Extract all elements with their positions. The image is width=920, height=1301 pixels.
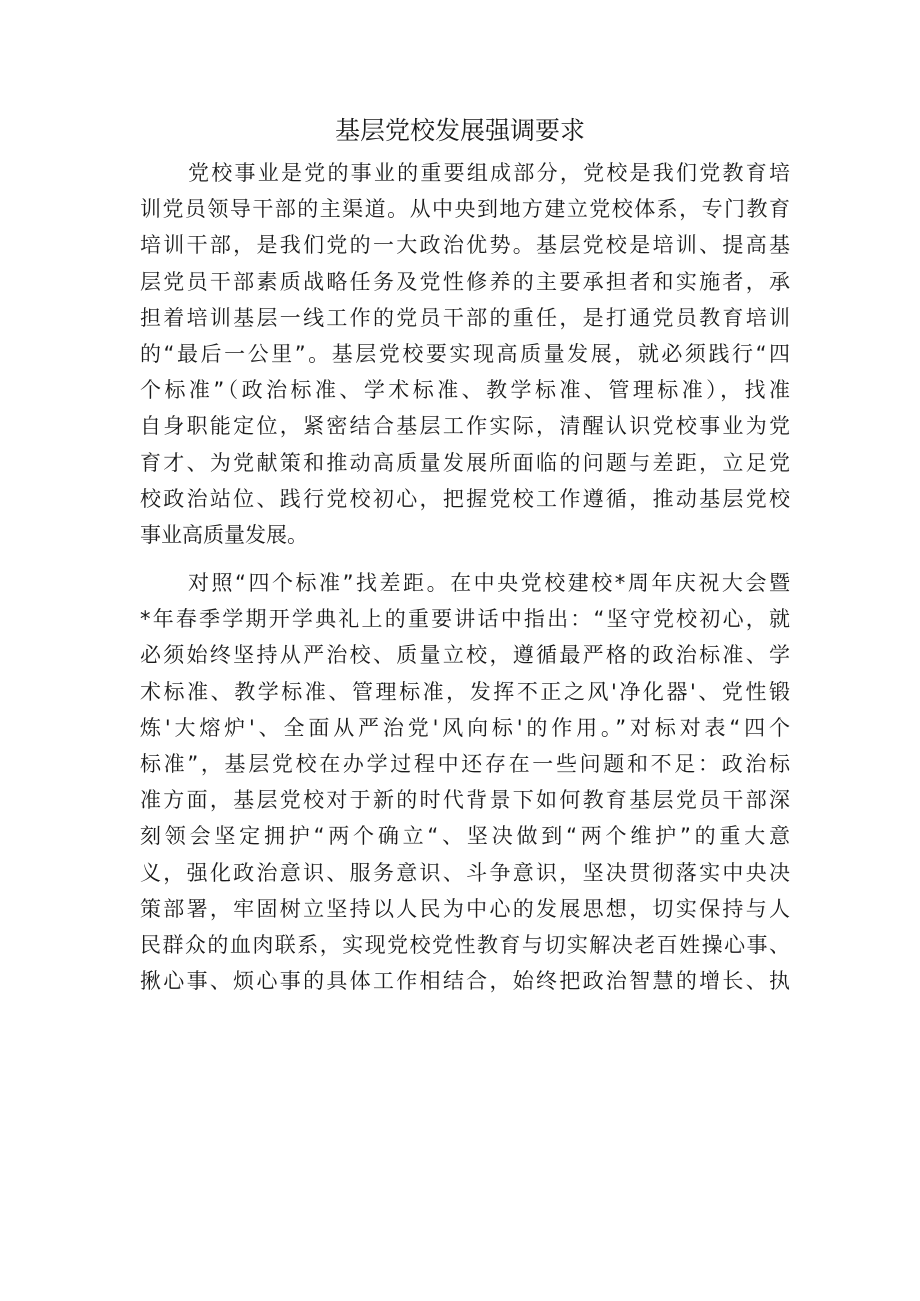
text-line: 事业高质量发展。 [140, 522, 308, 547]
document-body [140, 155, 790, 999]
text-line: 的“最后一公里”。基层党校要实现高质量发展，就必须践行“四 [140, 341, 790, 366]
text-line: 民群众的血肉联系，实现党校党性教育与切实解决老百姓操心事、 [140, 932, 790, 957]
paragraph [140, 155, 790, 553]
text-line: 揪心事、烦心事的具体工作相结合，始终把政治智慧的增长、执 [140, 969, 790, 994]
text-line: 义，强化政治意识、服务意识、斗争意识，坚决贯彻落实中央决 [140, 860, 790, 885]
text-line: 术标准、教学标准、管理标准，发挥不正之风'净化器'、党性锻 [140, 679, 790, 704]
text-line: 必须始终坚持从严治校、质量立校，遵循最严格的政治标准、学 [140, 643, 790, 668]
text-line: 训党员领导干部的主渠道。从中央到地方建立党校体系，专门教育 [140, 197, 790, 222]
text-line: *年春季学期开学典礼上的重要讲话中指出：“坚守党校初心，就 [140, 607, 790, 632]
paragraph-gap [140, 553, 790, 565]
paragraph [140, 565, 790, 999]
text-line: 策部署，牢固树立坚持以人民为中心的发展思想，切实保持与人 [140, 896, 790, 921]
document-title: 基层党校发展强调要求 [334, 116, 585, 145]
text-line: 准方面，基层党校对于新的时代背景下如何教育基层党员干部深 [140, 788, 790, 813]
text-line: 自身职能定位，紧密结合基层工作实际，清醒认识党校事业为党 [140, 414, 790, 439]
text-line: 校政治站位、践行党校初心，把握党校工作遵循，推动基层党校 [140, 486, 790, 511]
text-line: 层党员干部素质战略任务及党性修养的主要承担者和实施者，承 [140, 269, 790, 294]
text-line: 育才、为党献策和推动高质量发展所面临的问题与差距，立足党 [140, 450, 790, 475]
text-line: 炼'大熔炉'、全面从严治党'风向标'的作用。”对标对表“四个 [140, 715, 790, 740]
text-line: 担着培训基层一线工作的党员干部的重任，是打通党员教育培训 [140, 305, 790, 330]
text-line: 党校事业是党的事业的重要组成部分，党校是我们党教育培 [188, 161, 790, 185]
text-line: 培训干部，是我们党的一大政治优势。基层党校是培训、提高基 [140, 233, 790, 258]
text-line: 个标准”（政治标准、学术标准、教学标准、管理标准），找准 [140, 378, 790, 403]
text-line: 对照“四个标准”找差距。在中央党校建校*周年庆祝大会暨 [188, 571, 790, 596]
text-line: 刻领会坚定拥护“两个确立“、坚决做到“两个维护”的重大意 [140, 824, 790, 849]
text-line: 标准”，基层党校在办学过程中还存在一些问题和不足：政治标 [140, 752, 790, 776]
